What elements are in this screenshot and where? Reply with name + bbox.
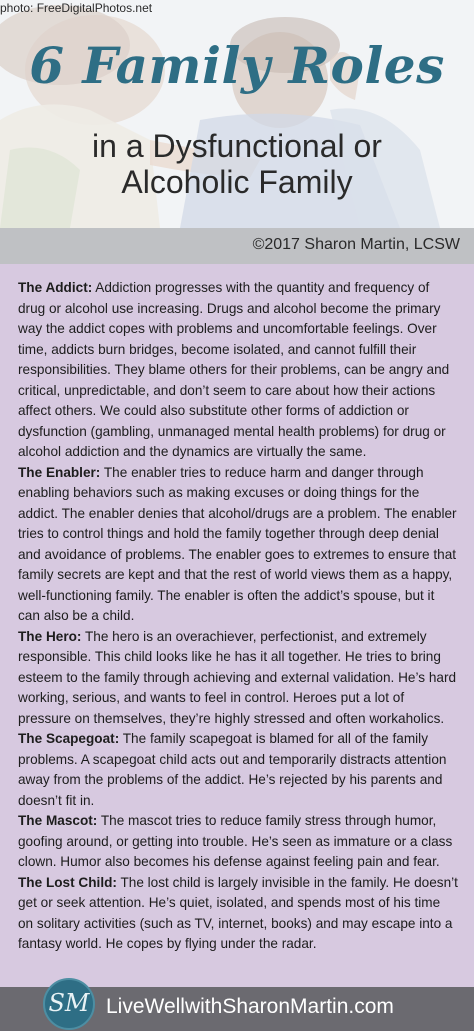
website-link[interactable]: LiveWellwithSharonMartin.com [106, 995, 394, 1018]
copyright-text: ©2017 Sharon Martin, LCSW [252, 236, 460, 253]
roles-section [0, 264, 474, 987]
role-description: The family scapegoat is blamed for all of the family problems. A scapegoat child acts out and temporarily distracts attention away from the problems of the addict. He’s rejected by his parents and doesn’t fit in. [18, 731, 447, 808]
role-hero [18, 627, 458, 730]
logo-letters: SM [48, 989, 90, 1017]
role-addict [18, 278, 458, 463]
sm-logo-icon [43, 978, 95, 1030]
role-name: The Scapegoat: [18, 731, 120, 746]
main-title: 6 Family Roles [29, 36, 445, 95]
role-description: The lost child is largely invisible in the family. He doesn’t get or seek attention. He’s quiet, isolated, and spends most of his time on solitary activities (such as TV, internet, books) and may escape into a fantasy world. He copes by flying under the radar. [18, 874, 458, 951]
role-scapegoat [18, 729, 458, 811]
roles-list [18, 278, 458, 955]
photo-credit: photo: FreeDigitalPhotos.net [0, 1, 153, 15]
role-name: The Hero: [18, 628, 82, 644]
role-enabler [18, 463, 458, 627]
role-mascot [18, 811, 458, 873]
role-name: The Lost Child: [18, 874, 117, 890]
copyright-bar [0, 228, 474, 264]
header-photo [0, 0, 474, 228]
role-description: The enabler tries to reduce harm and danger through enabling behaviors such as making excuses or doing things for the addict. The enabler denies that alcohol/drugs are a problem. The enabler tries to control things and hold the family together through deep denial and avoidance of problems. The enabler goes to extremes to ensure that family secrets are kept and that the rest of world views them as a happy, well-functioning family. The enabler is often the addict’s spouse, but it can also be a child. [18, 464, 457, 623]
subtitle-line-2: Alcoholic Family [121, 164, 353, 200]
subtitle-line-1: in a Dysfunctional or [92, 128, 382, 164]
role-name: The Enabler: [18, 464, 101, 480]
role-name: The Addict: [18, 280, 93, 295]
role-name: The Mascot: [18, 813, 98, 828]
role-lost-child [18, 873, 458, 955]
role-description: The mascot tries to reduce family stress through humor, goofing around, or getting into trouble. He’s seen as immature or a class clown. Humor also becomes his defense against feeling pain and fear. [18, 813, 453, 869]
role-description: The hero is an overachiever, perfectionist, and extremely responsible. This child looks like he has it all together. He tries to bring esteem to the family through achieving and external validation. He’s hard working, serious, and wants to feel in control. Heroes put a lot of pressure on themselves, they’re highly stressed and often workaholics. [18, 628, 457, 726]
role-description: Addiction progresses with the quantity and frequency of drug or alcohol use increasing. Drugs and alcohol become the primary way the addict copes with problems and uncomfortable feelings. Over time, addicts burn bridges, become isolated, and cannot fulfill their responsibilities. They blame others for their problems, can be angry and critical, unpredictable, and don’t seem to care about how their actions affect others. We could also substitute other forms of addiction or dysfunction (gambling, unmanaged mental health problems) for drug or alcohol addiction and the dynamics are virtually the same. [18, 280, 450, 459]
subtitle [0, 128, 474, 200]
